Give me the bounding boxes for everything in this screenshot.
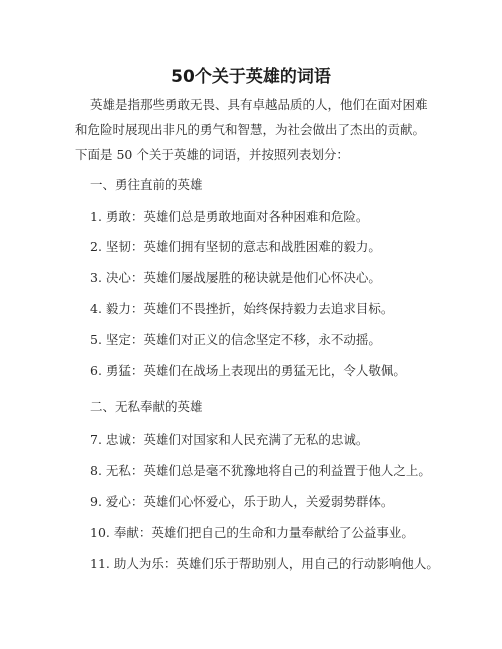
section-heading-1: 一、勇往直前的英雄 [90, 177, 203, 192]
list-item: 2. 坚韧：英雄们拥有坚韧的意志和战胜困难的毅力。 [90, 239, 381, 254]
section-heading-2: 二、无私奉献的英雄 [90, 399, 203, 414]
list-item: 4. 毅力：英雄们不畏挫折，始终保持毅力去追求目标。 [90, 301, 394, 316]
list-item: 6. 勇猛：英雄们在战场上表现出的勇猛无比，令人敬佩。 [90, 363, 406, 378]
intro-line-2: 和危险时展现出非凡的勇气和智慧，为社会做出了杰出的贡献。 [75, 122, 426, 137]
list-item: 3. 决心：英雄们屡战屡胜的秘诀就是他们心怀决心。 [90, 270, 381, 285]
list-item: 7. 忠诚：英雄们对国家和人民充满了无私的忠诚。 [90, 432, 369, 447]
page-title: 50个关于英雄的词语 [171, 67, 331, 87]
intro-line-1: 英雄是指那些勇敢无畏、具有卓越品质的人，他们在面对困难 [90, 97, 428, 112]
list-item: 11. 助人为乐：英雄们乐于帮助别人，用自己的行动影响他人。 [90, 556, 439, 571]
list-item: 9. 爱心：英雄们心怀爱心，乐于助人，关爱弱势群体。 [90, 494, 394, 509]
list-item: 1. 勇敢：英雄们总是勇敢地面对各种困难和危险。 [90, 209, 369, 224]
list-item: 8. 无私：英雄们总是毫不犹豫地将自己的利益置于他人之上。 [90, 463, 431, 478]
list-item: 10. 奉献：英雄们把自己的生命和力量奉献给了公益事业。 [90, 525, 414, 540]
list-item: 5. 坚定：英雄们对正义的信念坚定不移，永不动摇。 [90, 332, 381, 347]
intro-line-3: 下面是 50 个关于英雄的词语，并按照列表划分： [75, 147, 349, 162]
